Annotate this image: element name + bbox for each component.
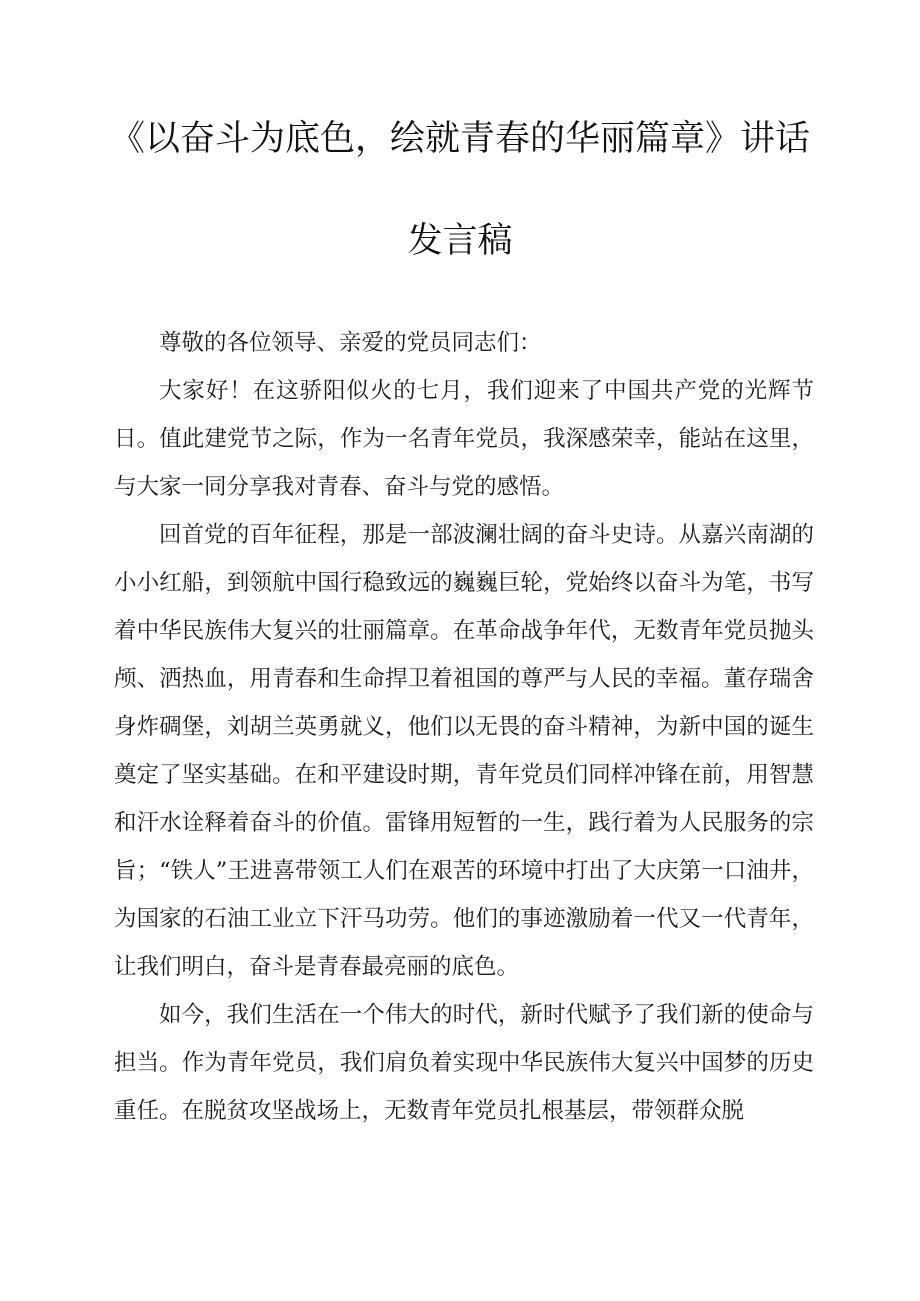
paragraph-new-era: 如今，我们生活在一个伟大的时代，新时代赋予了我们新的使命与担当。作为青年党员，我们肩负着实现中华民族伟大复兴中国梦的历史重任。在脱贫攻坚战场上，无数青年党员扎根基层，带领群众脱 [114, 1002, 814, 1124]
document-body [114, 319, 814, 1135]
paragraph-greeting: 大家好！在这骄阳似火的七月，我们迎来了中国共产党的光辉节日。值此建党节之际，作为一名青年党员，我深感荣幸，能站在这里，与大家一同分享我对青春、奋斗与党的感悟。 [114, 378, 814, 500]
document-title-line-2: 发言稿 [407, 221, 513, 261]
paragraph-history: 回首党的百年征程，那是一部波澜壮阔的奋斗史诗。从嘉兴南湖的小小红船，到领航中国行稳致远的巍巍巨轮，党始终以奋斗为笔，书写着中华民族伟大复兴的壮丽篇章。在革命战争年代，无数青年党员抛头颅、洒热血，用青春和生命捍卫着祖国的尊严与人民的幸福。董存瑞舍身炸碉堡，刘胡兰英勇就义，他们以无畏的奋斗精神，为新中国的诞生奠定了坚实基础。在和平建设时期，青年党员们同样冲锋在前，用智慧和汗水诠释着奋斗的价值。雷锋用短暂的一生，践行着为人民服务的宗旨；“铁人”王进喜带领工人们在艰苦的环境中打出了大庆第一口油井，为国家的石油工业立下汗马功劳。他们的事迹激励着一代又一代青年，让我们明白，奋斗是青春最亮丽的底色。 [114, 522, 814, 980]
document-title-line-1: 《以奋斗为底色，绘就青春的华丽篇章》讲话 [109, 119, 810, 159]
salutation: 尊敬的各位领导、亲爱的党员同志们： [159, 330, 542, 356]
